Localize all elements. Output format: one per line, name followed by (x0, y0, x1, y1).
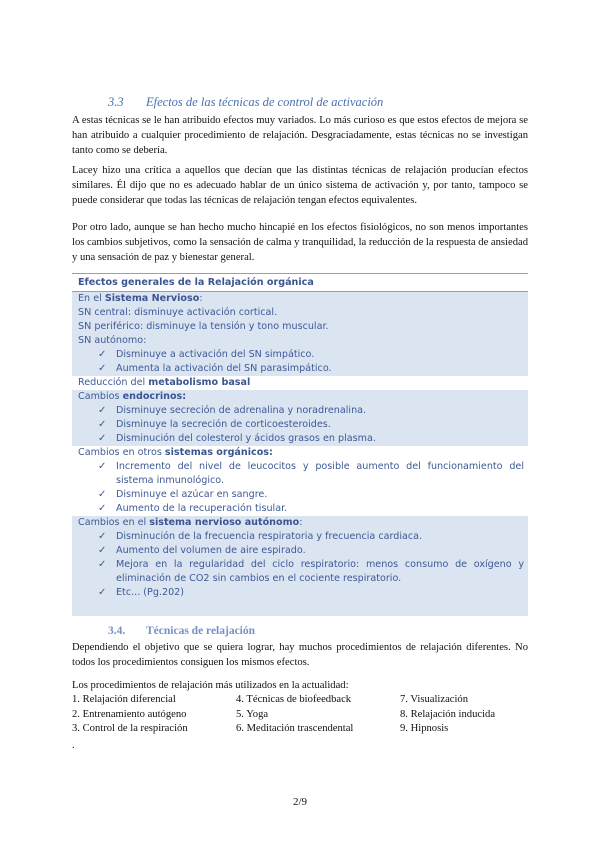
list-item (72, 502, 528, 516)
paragraph-2: Lacey hizo una crítica a aquellos que decían que las distintas técnicas de relajación producían efectos similares. Él dijo que no es adecuado hablar de un único sistema de activación y, por tanto, tampoco se puede considerar que todas las técnicas de relajación tengan efectos equivalentes. (72, 165, 528, 206)
list-item: 9. Hipnosis (400, 723, 449, 734)
list-item (72, 348, 528, 362)
section-title: Efectos de las técnicas de control de activación (146, 95, 384, 109)
list-item: 3. Control de la respiración (72, 723, 188, 734)
item-text: Disminución de la frecuencia respiratoria y frecuencia cardiaca. (116, 531, 423, 542)
checkmark-icon: ✓ (98, 559, 107, 570)
list-item (72, 404, 528, 418)
checkmark-icon: ✓ (98, 489, 107, 500)
checkmark-icon: ✓ (98, 461, 107, 472)
sna-prefix: Cambios en el (78, 517, 150, 528)
trailing-dot: . (72, 740, 75, 751)
section-number: 3.3 (108, 95, 124, 109)
checkmark-icon: ✓ (98, 419, 107, 430)
section-3-4-heading (108, 625, 255, 637)
paragraph-3-4: Dependiendo el objetivo que se quiera lograr, hay muchos procedimientos de relajación diferentes. No todos los procedimientos consiguen los mismos efectos. (72, 642, 528, 668)
item-text: Disminuye secreción de adrenalina y noradrenalina. (116, 405, 367, 416)
endocrinos-row (72, 390, 528, 404)
list-item: 2. Entrenamiento autógeno (72, 708, 187, 720)
item-text: Disminución del colesterol y ácidos grasos en plasma. (116, 433, 376, 444)
item-text: Mejora en la regularidad del ciclo respiratorio: menos consumo de oxígeno y eliminación de CO2 sin cambios en el cociente respiratorio. (116, 559, 524, 584)
effects-table (72, 273, 528, 614)
section-number: 3.4. (108, 625, 126, 637)
nervioso-row (72, 292, 528, 306)
endocrinos-prefix: Cambios (78, 391, 123, 402)
list-item (72, 586, 528, 616)
checkmark-icon: ✓ (98, 405, 107, 416)
sn-central-row: SN central: disminuye activación cortical. (72, 306, 528, 320)
list-item (72, 418, 528, 432)
item-text: Disminuye el azúcar en sangre. (116, 489, 268, 500)
metabolismo-bold: metabolismo basal (148, 377, 251, 388)
checkmark-icon: ✓ (98, 545, 107, 556)
list-column-3 (400, 693, 495, 737)
list-item: 5. Yoga (236, 708, 269, 720)
checkmark-icon: ✓ (98, 587, 107, 598)
list-item (72, 460, 528, 488)
list-item: 6. Meditación trascendental (236, 723, 354, 734)
checkmark-icon: ✓ (98, 363, 107, 374)
sna-bold: sistema nervioso autónomo (149, 517, 300, 528)
item-text: Aumento de la recuperación tisular. (116, 503, 288, 514)
item-text: Disminuye a activación del SN simpático. (116, 349, 315, 360)
sna-suffix: : (299, 517, 303, 528)
paragraph-1: A estas técnicas se le han atribuido efectos muy variados. Lo más curioso es que estos efectos de mejora se han atribuido a cualquier procedimiento de relajación. Desgraciadamente, estas técnicas no se investigan tanto como se debería. (72, 115, 528, 156)
organicos-row (72, 446, 528, 460)
section-3-3-heading (108, 95, 383, 110)
sn-periferico-row: SN periférico: disminuye la tensión y tono muscular. (72, 320, 528, 334)
list-item (72, 544, 528, 558)
list-intro: Los procedimientos de relajación más utilizados en la actualidad: (72, 680, 349, 691)
paragraph-3: Por otro lado, aunque se han hecho mucho hincapié en los efectos fisiológicos, no son menos importantes los cambios subjetivos, como la sensación de calma y tranquilidad, la reducción de la respuesta de ansiedad y una sensación de paz y bienestar general. (72, 222, 528, 263)
list-column-2 (236, 693, 353, 737)
checkmark-icon: ✓ (98, 349, 107, 360)
list-item: 7. Visualización (400, 694, 469, 705)
list-item (72, 530, 528, 544)
list-item: 4. Técnicas de biofeedback (236, 694, 352, 705)
endocrinos-bold: endocrinos: (122, 391, 187, 402)
list-item (72, 558, 528, 586)
organicos-bold: sistemas orgánicos: (164, 447, 273, 458)
item-text: Aumenta la activación del SN parasimpático. (116, 363, 332, 374)
nervioso-prefix: En el (78, 293, 105, 304)
nervioso-bold: Sistema Nervioso (104, 293, 200, 304)
item-text: Disminuye la secreción de corticoesteroides. (116, 419, 331, 430)
list-item (72, 362, 528, 376)
nervioso-suffix: : (199, 293, 203, 304)
page-number: 2/9 (292, 796, 308, 808)
metabolismo-row (72, 376, 528, 390)
sn-autonomo-row: SN autónomo: (72, 334, 528, 348)
list-item (72, 488, 528, 502)
item-text: Incremento del nivel de leucocitos y posible aumento del funcionamiento del sistema inmunológico. (116, 461, 524, 486)
list-item: 1. Relajación diferencial (72, 694, 176, 705)
organicos-prefix: Cambios en otros (78, 447, 165, 458)
table-title: Efectos generales de la Relajación orgánica (72, 274, 528, 292)
metabolismo-prefix: Reducción del (78, 377, 149, 388)
checkmark-icon: ✓ (98, 531, 107, 542)
checkmark-icon: ✓ (98, 433, 107, 444)
list-item: 8. Relajación inducida (400, 708, 496, 720)
sna-row (72, 516, 528, 530)
section-title: Técnicas de relajación (146, 625, 256, 637)
checkmark-icon: ✓ (98, 503, 107, 514)
item-text: Aumento del volumen de aire espirado. (116, 545, 306, 556)
item-text: Etc... (Pg.202) (116, 587, 185, 598)
list-column-1 (72, 693, 188, 737)
list-item (72, 432, 528, 446)
